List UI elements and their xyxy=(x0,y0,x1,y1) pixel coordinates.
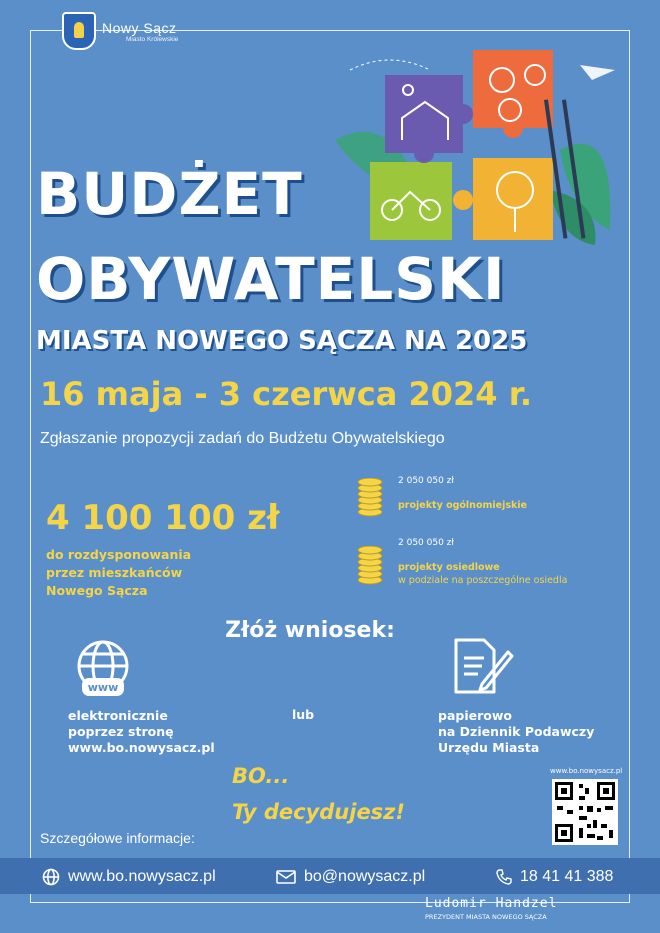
budget-amount: 4 100 100 zł xyxy=(46,498,280,538)
city-projects-amount: 2 050 050 zł xyxy=(398,476,454,486)
local-projects-label: projekty osiedlowe xyxy=(398,562,500,573)
city-name: Nowy Sącz xyxy=(102,19,177,36)
puzzle-illustration xyxy=(330,40,615,250)
paper-option: papierowo na Dziennik Podawczy Urzędu Miasta xyxy=(438,708,595,755)
intro-text: Zgłaszanie propozycji zadań do Budżetu Obywatelskiego xyxy=(40,430,445,447)
title-line-2: OBYWATELSKI xyxy=(36,245,506,313)
qr-url: www.bo.nowysacz.pl xyxy=(550,767,623,775)
city-subtitle: Miasto Królewskie xyxy=(126,35,179,43)
city-crest-icon xyxy=(62,12,96,50)
phone-icon xyxy=(496,869,512,885)
www-badge: www xyxy=(87,681,119,694)
phone-link[interactable]: 18 41 41 388 xyxy=(496,868,613,886)
envelope-icon xyxy=(276,869,296,885)
local-projects-sub: w podziale na poszczególne osiedla xyxy=(398,575,568,586)
slogan: BO... Ty decydujesz! xyxy=(232,764,405,824)
website-link[interactable]: www.bo.nowysacz.pl xyxy=(42,868,216,886)
title-line-3: MIASTA NOWEGO SĄCZA NA 2025 xyxy=(36,326,528,356)
email-link[interactable]: bo@nowysacz.pl xyxy=(276,868,425,886)
title-line-1: BUDŻET xyxy=(36,160,303,228)
budget-description: do rozdysponowania przez mieszkańców Nowego Sącza xyxy=(46,547,192,598)
or-label: lub xyxy=(292,707,315,722)
local-projects-amount: 2 050 050 zł xyxy=(398,538,454,548)
globe-icon xyxy=(72,638,134,700)
signature-name: Ludomir Handzel xyxy=(425,896,558,911)
submission-dates: 16 maja - 3 czerwca 2024 r. xyxy=(40,375,533,413)
signature-title: PREZYDENT MIASTA NOWEGO SĄCZA xyxy=(425,913,547,921)
city-projects-label: projekty ogólnomiejskie xyxy=(398,500,527,511)
coins-icon xyxy=(356,546,384,586)
details-label: Szczegółowe informacje: xyxy=(40,830,195,846)
online-option: elektronicznie poprzez stronę www.bo.nowysacz.pl xyxy=(68,708,215,755)
qr-code-icon[interactable] xyxy=(552,779,618,845)
city-logo xyxy=(62,12,178,50)
document-icon xyxy=(452,636,514,696)
globe-icon xyxy=(42,868,60,886)
coins-icon xyxy=(356,478,384,518)
apply-heading: Złóż wniosek: xyxy=(225,618,395,643)
